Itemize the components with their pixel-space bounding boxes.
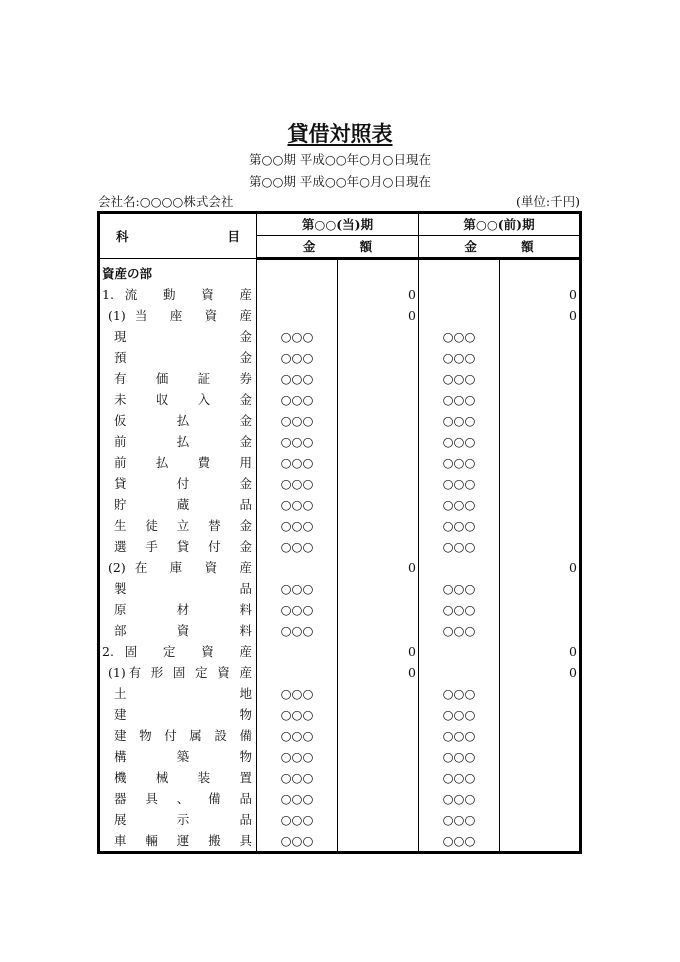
- table-row: [99, 305, 581, 326]
- table-row: [99, 746, 581, 767]
- current-total-amount: [338, 431, 419, 452]
- current-detail-amount: ○○○: [257, 578, 338, 599]
- table-row: [99, 368, 581, 389]
- current-total-amount: [338, 725, 419, 746]
- previous-total-amount: [500, 683, 581, 704]
- current-total-amount: [338, 515, 419, 536]
- current-detail-amount: ○○○: [257, 767, 338, 788]
- table-body: [99, 263, 581, 853]
- subject-header: 科目: [99, 213, 257, 259]
- amount-previous-header: 金 額: [419, 236, 581, 259]
- current-total-amount: [338, 767, 419, 788]
- current-total-amount: 0: [338, 305, 419, 326]
- current-total-amount: [338, 473, 419, 494]
- previous-detail-amount: ○○○: [419, 368, 500, 389]
- account-name: 展 示 品: [99, 809, 257, 830]
- previous-detail-amount: ○○○: [419, 410, 500, 431]
- company-name: 会社名:○○○○株式会社: [98, 194, 234, 209]
- table-row: [99, 410, 581, 431]
- account-name: 未 収 入 金: [99, 389, 257, 410]
- account-name: 資産の部: [99, 263, 257, 284]
- account-name: 建 物 付 属 設 備: [99, 725, 257, 746]
- account-name: 1.流 動 資 産: [99, 284, 257, 305]
- account-name: 有 価 証 券: [99, 368, 257, 389]
- previous-total-amount: [500, 578, 581, 599]
- table-row: [99, 515, 581, 536]
- account-name: (1)有 形 固 定 資 産: [99, 662, 257, 683]
- previous-detail-amount: ○○○: [419, 725, 500, 746]
- current-detail-amount: ○○○: [257, 536, 338, 557]
- previous-total-amount: [500, 368, 581, 389]
- current-total-amount: [338, 704, 419, 725]
- previous-total-amount: 0: [500, 662, 581, 683]
- current-total-amount: [338, 347, 419, 368]
- previous-total-amount: [500, 263, 581, 284]
- table-row: [99, 641, 581, 662]
- current-detail-amount: [257, 263, 338, 284]
- previous-total-amount: 0: [500, 557, 581, 578]
- table-row: [99, 452, 581, 473]
- current-detail-amount: ○○○: [257, 389, 338, 410]
- previous-detail-amount: [419, 557, 500, 578]
- amount-current-header: 金 額: [257, 236, 419, 259]
- previous-detail-amount: ○○○: [419, 536, 500, 557]
- document-title: 貸借対照表: [287, 121, 393, 146]
- account-name: 貯 蔵 品: [99, 494, 257, 515]
- account-name: 原 材 料: [99, 599, 257, 620]
- account-name: 構 築 物: [99, 746, 257, 767]
- account-name: 建 物: [99, 704, 257, 725]
- account-name: 土 地: [99, 683, 257, 704]
- current-detail-amount: ○○○: [257, 431, 338, 452]
- current-detail-amount: ○○○: [257, 494, 338, 515]
- account-name: 現 金: [99, 326, 257, 347]
- previous-detail-amount: [419, 641, 500, 662]
- previous-detail-amount: ○○○: [419, 515, 500, 536]
- current-detail-amount: ○○○: [257, 830, 338, 853]
- current-total-amount: [338, 578, 419, 599]
- table-row: [99, 263, 581, 284]
- previous-detail-amount: ○○○: [419, 599, 500, 620]
- current-total-amount: [338, 326, 419, 347]
- previous-total-amount: [500, 515, 581, 536]
- current-detail-amount: ○○○: [257, 725, 338, 746]
- previous-total-amount: [500, 767, 581, 788]
- current-detail-amount: [257, 557, 338, 578]
- account-name: (2)在 庫 資 産: [99, 557, 257, 578]
- current-total-amount: [338, 536, 419, 557]
- previous-total-amount: [500, 347, 581, 368]
- previous-detail-amount: ○○○: [419, 704, 500, 725]
- previous-total-amount: [500, 410, 581, 431]
- previous-detail-amount: ○○○: [419, 578, 500, 599]
- account-name: 製 品: [99, 578, 257, 599]
- balance-sheet-table: [97, 211, 582, 854]
- previous-detail-amount: ○○○: [419, 830, 500, 853]
- current-detail-amount: ○○○: [257, 473, 338, 494]
- current-total-amount: 0: [338, 662, 419, 683]
- account-name: 前 払 金: [99, 431, 257, 452]
- previous-total-amount: 0: [500, 305, 581, 326]
- current-detail-amount: ○○○: [257, 368, 338, 389]
- current-detail-amount: ○○○: [257, 515, 338, 536]
- account-name: 器 具 、 備 品: [99, 788, 257, 809]
- previous-total-amount: [500, 830, 581, 853]
- table-row: [99, 347, 581, 368]
- current-detail-amount: ○○○: [257, 452, 338, 473]
- previous-total-amount: [500, 599, 581, 620]
- previous-detail-amount: [419, 284, 500, 305]
- previous-detail-amount: ○○○: [419, 620, 500, 641]
- current-total-amount: [338, 809, 419, 830]
- previous-detail-amount: ○○○: [419, 746, 500, 767]
- table-row: [99, 599, 581, 620]
- current-total-amount: [338, 263, 419, 284]
- previous-total-amount: 0: [500, 641, 581, 662]
- table-row: [99, 578, 581, 599]
- current-total-amount: [338, 620, 419, 641]
- current-total-amount: [338, 410, 419, 431]
- table-row: [99, 767, 581, 788]
- account-name: 選 手 貸 付 金: [99, 536, 257, 557]
- current-total-amount: [338, 452, 419, 473]
- account-name: (1)当 座 資 産: [99, 305, 257, 326]
- previous-total-amount: [500, 620, 581, 641]
- previous-detail-amount: ○○○: [419, 494, 500, 515]
- account-name: 仮 払 金: [99, 410, 257, 431]
- previous-detail-amount: ○○○: [419, 809, 500, 830]
- current-detail-amount: ○○○: [257, 746, 338, 767]
- current-detail-amount: ○○○: [257, 788, 338, 809]
- table-row: [99, 830, 581, 853]
- previous-total-amount: [500, 746, 581, 767]
- current-detail-amount: [257, 284, 338, 305]
- table-row: [99, 704, 581, 725]
- previous-total-amount: [500, 389, 581, 410]
- table-row: [99, 536, 581, 557]
- current-detail-amount: ○○○: [257, 683, 338, 704]
- current-detail-amount: ○○○: [257, 599, 338, 620]
- current-total-amount: [338, 746, 419, 767]
- previous-total-amount: 0: [500, 284, 581, 305]
- previous-period-header: 第○○(前)期: [419, 213, 581, 236]
- previous-detail-amount: ○○○: [419, 347, 500, 368]
- unit-label: (単位:千円): [516, 194, 580, 209]
- table-row: [99, 809, 581, 830]
- current-total-amount: [338, 389, 419, 410]
- account-name: 貸 付 金: [99, 473, 257, 494]
- previous-detail-amount: ○○○: [419, 431, 500, 452]
- previous-total-amount: [500, 704, 581, 725]
- previous-total-amount: [500, 473, 581, 494]
- account-name: 預 金: [99, 347, 257, 368]
- previous-detail-amount: ○○○: [419, 788, 500, 809]
- current-detail-amount: ○○○: [257, 410, 338, 431]
- current-detail-amount: ○○○: [257, 809, 338, 830]
- table-row: [99, 494, 581, 515]
- current-total-amount: [338, 599, 419, 620]
- table-row: [99, 662, 581, 683]
- previous-total-amount: [500, 725, 581, 746]
- current-detail-amount: [257, 641, 338, 662]
- account-name: 機 械 装 置: [99, 767, 257, 788]
- current-total-amount: [338, 683, 419, 704]
- current-detail-amount: ○○○: [257, 347, 338, 368]
- table-row: [99, 683, 581, 704]
- period-current: 第○○期 平成○○年○月○日現在: [249, 152, 431, 167]
- current-total-amount: [338, 788, 419, 809]
- previous-total-amount: [500, 326, 581, 347]
- previous-detail-amount: [419, 305, 500, 326]
- previous-total-amount: [500, 431, 581, 452]
- previous-total-amount: [500, 536, 581, 557]
- table-row: [99, 473, 581, 494]
- previous-total-amount: [500, 788, 581, 809]
- current-period-header: 第○○(当)期: [257, 213, 419, 236]
- previous-total-amount: [500, 452, 581, 473]
- current-detail-amount: [257, 662, 338, 683]
- table-row: [99, 620, 581, 641]
- previous-detail-amount: ○○○: [419, 683, 500, 704]
- current-total-amount: [338, 368, 419, 389]
- table-row: [99, 788, 581, 809]
- table-row: [99, 389, 581, 410]
- previous-total-amount: [500, 494, 581, 515]
- previous-detail-amount: ○○○: [419, 452, 500, 473]
- current-total-amount: 0: [338, 284, 419, 305]
- current-total-amount: [338, 494, 419, 515]
- account-name: 部 資 料: [99, 620, 257, 641]
- table-row: [99, 431, 581, 452]
- previous-total-amount: [500, 809, 581, 830]
- previous-detail-amount: ○○○: [419, 473, 500, 494]
- previous-detail-amount: ○○○: [419, 389, 500, 410]
- table-row: [99, 326, 581, 347]
- current-detail-amount: [257, 305, 338, 326]
- current-total-amount: 0: [338, 641, 419, 662]
- current-detail-amount: ○○○: [257, 326, 338, 347]
- previous-detail-amount: ○○○: [419, 767, 500, 788]
- current-total-amount: [338, 830, 419, 853]
- period-previous: 第○○期 平成○○年○月○日現在: [249, 174, 431, 189]
- current-detail-amount: ○○○: [257, 620, 338, 641]
- account-name: 前 払 費 用: [99, 452, 257, 473]
- previous-detail-amount: ○○○: [419, 326, 500, 347]
- table-row: [99, 557, 581, 578]
- account-name: 2.固 定 資 産: [99, 641, 257, 662]
- current-detail-amount: ○○○: [257, 704, 338, 725]
- previous-detail-amount: [419, 263, 500, 284]
- previous-detail-amount: [419, 662, 500, 683]
- account-name: 生 徒 立 替 金: [99, 515, 257, 536]
- table-row: [99, 284, 581, 305]
- current-total-amount: 0: [338, 557, 419, 578]
- table-row: [99, 725, 581, 746]
- account-name: 車 輛 運 搬 具: [99, 830, 257, 853]
